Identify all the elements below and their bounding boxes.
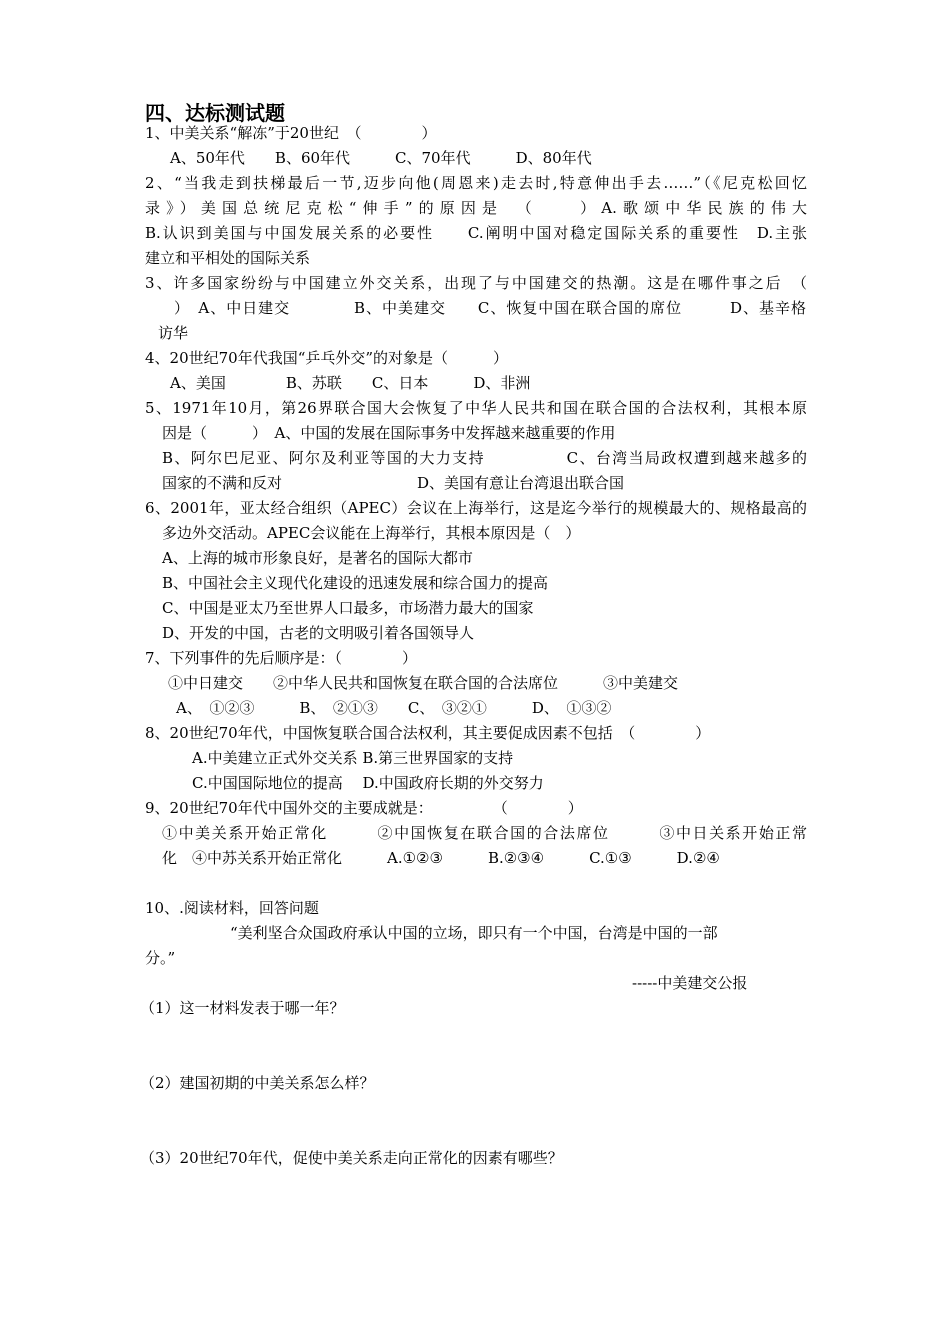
q6-stem-line2: 多边外交活动。APEC会议能在上海举行，其根本原因是（ ） bbox=[162, 524, 581, 542]
q7-options: A、 ①②③ B、 ②①③ C、 ③②① D、 ①③② bbox=[176, 699, 612, 717]
q5-stem-line2: 因是（ ） A、中国的发展在国际事务中发挥越来越重要的作用 bbox=[162, 424, 616, 442]
q1-stem: 1、中美关系“解冻”于20世纪 （ ） bbox=[145, 124, 437, 142]
q5-options-line1: B、阿尔巴尼亚、阿尔及利亚等国的大力支持 C、台湾当局政权遭到越来越多的 bbox=[162, 449, 807, 467]
q10-quote-line2: 分。” bbox=[145, 949, 176, 967]
q5-options-line2: 国家的不满和反对 D、美国有意让台湾退出联合国 bbox=[162, 474, 625, 492]
q10-sub1: （1）这一材料发表于哪一年？ bbox=[140, 999, 345, 1017]
q6-stem-line1: 6、2001年，亚太经合组织（APEC）会议在上海举行，这是迄今举行的规模最大的、规格最高的 bbox=[145, 499, 807, 517]
q8-options-line2: C.中国国际地位的提高 D.中国政府长期的外交努力 bbox=[192, 774, 544, 792]
q8-stem: 8、20世纪70年代，中国恢复联合国合法权利，其主要促成因素不包括 （ ） bbox=[145, 724, 711, 742]
q3-options: ） A、中日建交 B、中美建交 C、恢复中国在联合国的席位 D、基辛格 bbox=[158, 299, 806, 317]
q10-quote-source: -----中美建交公报 bbox=[632, 974, 748, 992]
q8-options-line1: A.中美建立正式外交关系 B.第三世界国家的支持 bbox=[192, 749, 514, 767]
q9-items-line1: ①中美关系开始正常化 ②中国恢复在联合国的合法席位 ③中日关系开始正常 bbox=[162, 824, 807, 842]
q10-sub3: （3）20世纪70年代，促使中美关系走向正常化的因素有哪些？ bbox=[140, 1149, 563, 1167]
q2-stem-line2: 录》）美国总统尼克松“伸手”的原因是 （ ）A.歌颂中华民族的伟大 bbox=[145, 199, 807, 217]
q7-events: ①中日建交 ②中华人民共和国恢复在联合国的合法席位 ③中美建交 bbox=[168, 674, 679, 692]
q6-option-d: D、开发的中国，古老的文明吸引着各国领导人 bbox=[162, 624, 475, 642]
q4-options: A、美国 B、苏联 C、日本 D、非洲 bbox=[170, 374, 531, 392]
q7-stem: 7、下列事件的先后顺序是：（ ） bbox=[145, 649, 418, 667]
q6-option-b: B、中国社会主义现代化建设的迅速发展和综合国力的提高 bbox=[162, 574, 549, 592]
q6-option-a: A、上海的城市形象良好，是著名的国际大都市 bbox=[162, 549, 473, 567]
q4-stem: 4、20世纪70年代我国“乒乓外交”的对象是（ ） bbox=[145, 349, 509, 367]
q10-sub2: （2）建国初期的中美关系怎么样？ bbox=[140, 1074, 375, 1092]
q5-stem-line1: 5、1971年10月，第26界联合国大会恢复了中华人民共和国在联合国的合法权利，其根本原 bbox=[145, 399, 807, 417]
q1-options: A、50年代 B、60年代 C、70年代 D、80年代 bbox=[170, 149, 592, 167]
q2-options-line1: B.认识到美国与中国发展关系的必要性 C.阐明中国对稳定国际关系的重要性 D.主张 bbox=[145, 224, 807, 242]
q2-stem-line1: 2、“当我走到扶梯最后一节,迈步向他(周恩来)走去时,特意伸出手去……”（《尼克松回忆 bbox=[145, 174, 807, 192]
section-title: 四、达标测试题 bbox=[145, 101, 285, 125]
q2-options-line2: 建立和平相处的国际关系 bbox=[145, 249, 311, 267]
q3-options-cont: 访华 bbox=[158, 324, 189, 342]
q3-stem: 3、许多国家纷纷与中国建立外交关系，出现了与中国建交的热潮。这是在哪件事之后 （ bbox=[145, 274, 807, 292]
q6-option-c: C、中国是亚太乃至世界人口最多，市场潜力最大的国家 bbox=[162, 599, 534, 617]
q10-quote-line1: “美利坚合众国政府承认中国的立场，即只有一个中国，台湾是中国的一部 bbox=[230, 924, 718, 942]
q9-items-line2: 化 ④中苏关系开始正常化 A.①②③ B.②③④ C.①③ D.②④ bbox=[162, 849, 720, 867]
q10-stem: 10、.阅读材料，回答问题 bbox=[145, 899, 319, 917]
q9-stem: 9、20世纪70年代中国外交的主要成就是： （ ） bbox=[145, 799, 583, 817]
